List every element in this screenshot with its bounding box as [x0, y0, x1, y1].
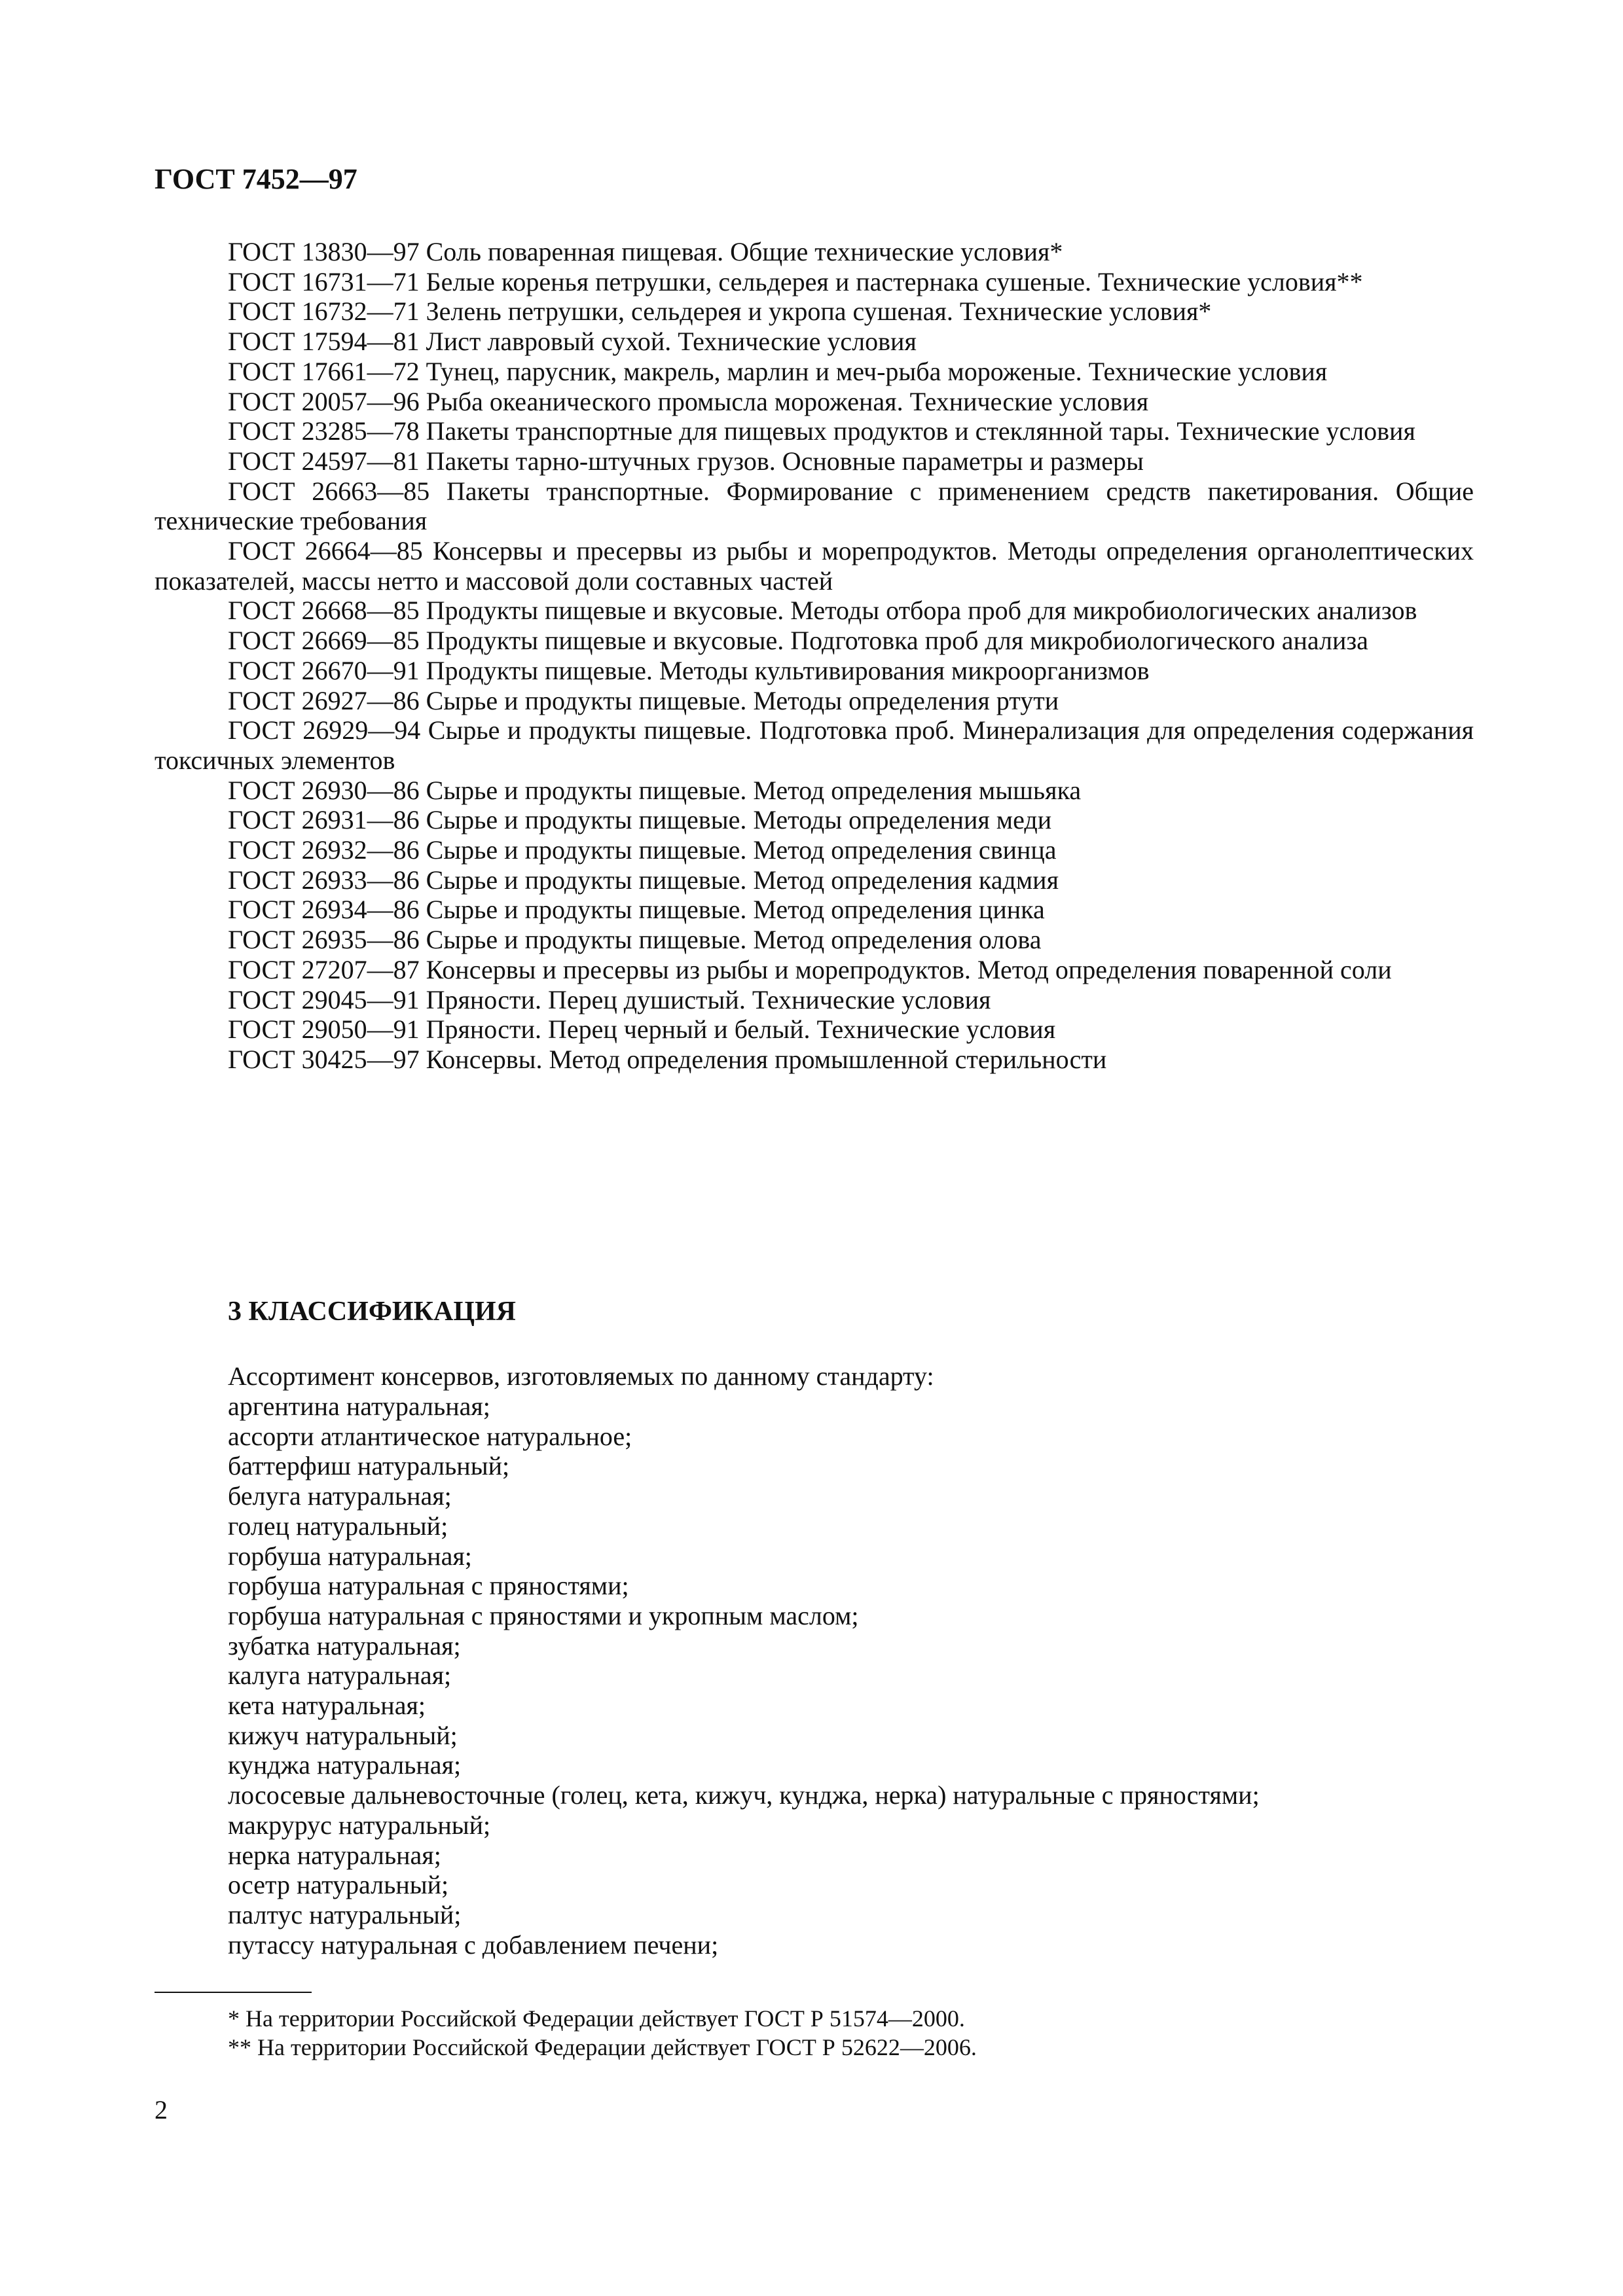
reference-item: ГОСТ 17661—72 Тунец, парусник, макрель, марлин и меч-рыба мороженые. Технические условия: [228, 356, 1328, 386]
reference-item: ГОСТ 16731—71 Белые коренья петрушки, сельдерея и пастернака сушеные. Технические условия**: [228, 266, 1363, 296]
list-item: калуга натуральная;: [228, 1660, 452, 1691]
reference-item: ГОСТ 26929—94 Сырье и продукты пищевые. Подготовка проб. Минерализация для определения содержания токсичных элементов: [155, 715, 1474, 775]
footnotes: [228, 2004, 977, 2062]
list-item: голец натуральный;: [228, 1511, 448, 1541]
list-item: осетр натуральный;: [228, 1870, 449, 1900]
reference-item: ГОСТ 26930—86 Сырье и продукты пищевые. Метод определения мышьяка: [228, 775, 1082, 805]
list-item: горбуша натуральная;: [228, 1541, 472, 1571]
reference-item: ГОСТ 29050—91 Пряности. Перец черный и белый. Технические условия: [228, 1014, 1056, 1045]
list-item: кунджа натуральная;: [228, 1750, 462, 1780]
reference-item: ГОСТ 26935—86 Сырье и продукты пищевые. Метод определения олова: [228, 925, 1042, 955]
footnote: * На территории Российской Федерации действует ГОСТ Р 51574—2000.: [228, 2005, 965, 2032]
reference-item: ГОСТ 17594—81 Лист лавровый сухой. Технические условия: [228, 327, 917, 357]
reference-item: ГОСТ 26664—85 Консервы и пресервы из рыбы и морепродуктов. Методы определения органолептических показателей, массы нетто и массовой доли составных частей: [155, 536, 1474, 596]
list-item: горбуша натуральная с пряностями и укропным маслом;: [228, 1600, 859, 1630]
document-header: ГОСТ 7452—97: [155, 163, 357, 195]
reference-item: ГОСТ 26931—86 Сырье и продукты пищевые. Методы определения меди: [228, 805, 1052, 835]
reference-item: ГОСТ 26663—85 Пакеты транспортные. Формирование с применением средств пакетирования. Общие технические требования: [155, 476, 1474, 536]
list-item: баттерфиш натуральный;: [228, 1451, 510, 1481]
list-item: нерка натуральная;: [228, 1840, 441, 1870]
reference-item: ГОСТ 30425—97 Консервы. Метод определения промышленной стерильности: [228, 1044, 1107, 1074]
list-item: кижуч натуральный;: [228, 1720, 458, 1750]
list-item: зубатка натуральная;: [228, 1630, 461, 1660]
reference-item: ГОСТ 26668—85 Продукты пищевые и вкусовые. Методы отбора проб для микробиологических анализов: [228, 596, 1417, 626]
list-item: путассу натуральная с добавлением печени;: [228, 1929, 719, 1960]
reference-item: ГОСТ 13830—97 Соль поваренная пищевая. Общие технические условия*: [228, 237, 1063, 266]
list-item: горбуша натуральная с пряностями;: [228, 1571, 629, 1601]
section-title: 3 КЛАССИФИКАЦИЯ: [228, 1297, 517, 1327]
reference-item: ГОСТ 26933—86 Сырье и продукты пищевые. Метод определения кадмия: [228, 865, 1059, 895]
reference-item: ГОСТ 24597—81 Пакеты тарно-штучных грузов. Основные параметры и размеры: [228, 446, 1144, 476]
footnote-divider: [155, 1992, 312, 1993]
list-item: белуга натуральная;: [228, 1481, 452, 1511]
reference-item: ГОСТ 29045—91 Пряности. Перец душистый. Технические условия: [228, 984, 991, 1014]
footnote: ** На территории Российской Федерации действует ГОСТ Р 52622—2006.: [228, 2034, 977, 2060]
product-list: [228, 1391, 1260, 1960]
list-item: макрурус натуральный;: [228, 1810, 491, 1840]
reference-item: ГОСТ 26927—86 Сырье и продукты пищевые. Методы определения ртути: [228, 685, 1059, 715]
list-item: ассорти атлантическое натуральное;: [228, 1421, 632, 1451]
reference-item: ГОСТ 26934—86 Сырье и продукты пищевые. Метод определения цинка: [228, 895, 1045, 925]
list-item: лососевые дальневосточные (голец, кета, кижуч, кунджа, нерка) натуральные с пряностями;: [228, 1780, 1260, 1810]
reference-item: ГОСТ 26669—85 Продукты пищевые и вкусовые. Подготовка проб для микробиологического анализа: [228, 626, 1368, 656]
reference-item: ГОСТ 23285—78 Пакеты транспортные для пищевых продуктов и стеклянной тары. Технические условия: [228, 416, 1415, 446]
reference-item: ГОСТ 26670—91 Продукты пищевые. Методы культивирования микроорганизмов: [228, 655, 1150, 685]
classification-intro: Ассортимент консервов, изготовляемых по данному стандарту:: [228, 1361, 934, 1391]
list-item: палтус натуральный;: [228, 1899, 462, 1929]
reference-item: ГОСТ 26932—86 Сырье и продукты пищевые. Метод определения свинца: [228, 835, 1057, 865]
list-item: кета натуральная;: [228, 1691, 426, 1721]
page-number: 2: [155, 2095, 168, 2125]
list-item: аргентина натуральная;: [228, 1391, 490, 1421]
reference-item: ГОСТ 20057—96 Рыба океанического промысла мороженая. Технические условия: [228, 386, 1149, 416]
normative-references: [155, 237, 1474, 1075]
reference-item: ГОСТ 16732—71 Зелень петрушки, сельдерея и укропа сушеная. Технические условия*: [228, 296, 1212, 327]
reference-item: ГОСТ 27207—87 Консервы и пресервы из рыбы и морепродуктов. Метод определения поваренной соли: [228, 954, 1392, 984]
